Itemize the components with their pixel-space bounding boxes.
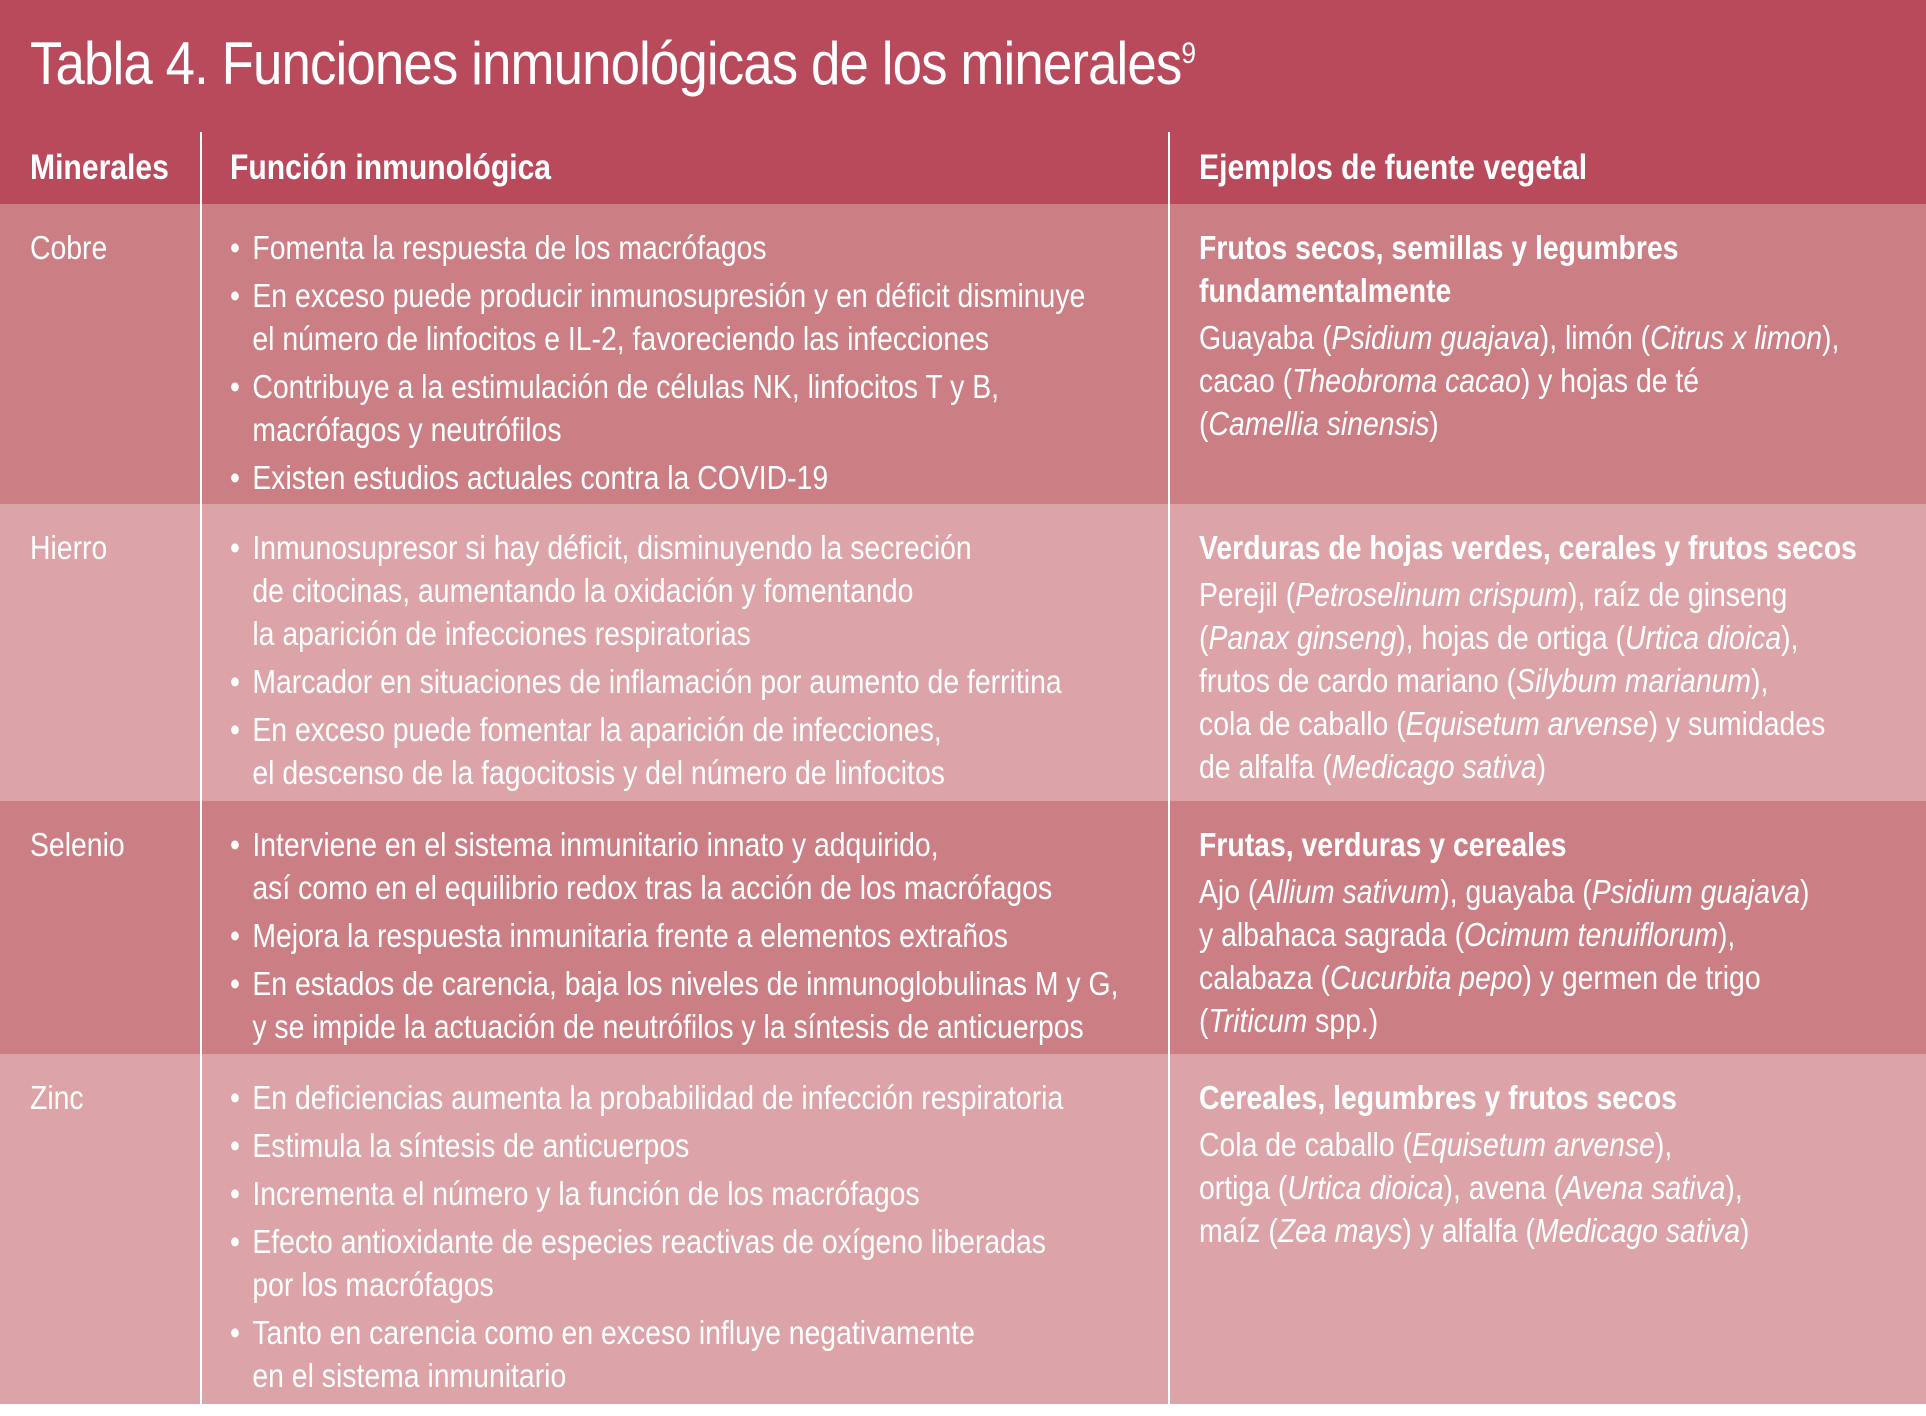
example-text: ), [1725, 1169, 1743, 1206]
example-text: ( [1199, 1002, 1209, 1039]
example-line [1199, 956, 1809, 999]
example-line [1199, 359, 1839, 402]
column-divider [200, 132, 202, 1404]
example-text: y albahaca sagrada ( [1199, 916, 1465, 953]
species-name: Urtica dioica [1624, 619, 1782, 656]
function-line: la aparición de infecciones respiratorias [252, 615, 751, 652]
function-item [230, 1172, 1063, 1215]
example-text: spp.) [1307, 1002, 1379, 1039]
example-line [1199, 402, 1839, 445]
function-list [230, 1076, 1063, 1402]
example-text: ), raíz de ginseng [1568, 576, 1788, 613]
title-reference: 9 [1181, 37, 1196, 70]
example-line [1199, 316, 1839, 359]
function-line: de citocinas, aumentando la oxidación y fomentando [252, 572, 914, 609]
source-category-line: Verduras de hojas verdes, cerales y frutos secos [1199, 529, 1857, 566]
source-category-line: Frutas, verduras y cereales [1199, 826, 1567, 863]
function-line: • Fomenta la respuesta de los macrófagos [252, 229, 767, 266]
function-item [230, 1220, 1063, 1306]
example-text: ) [1799, 873, 1810, 910]
example-text: ( [1199, 619, 1209, 656]
function-line: por los macrófagos [252, 1266, 494, 1303]
source-examples [1199, 573, 1857, 788]
table-title-text: Tabla 4. Funciones inmunológicas de los minerales [30, 30, 1182, 97]
mineral-name: Hierro [30, 529, 108, 566]
function-line: el descenso de la fagocitosis y del número de linfocitos [252, 754, 945, 791]
example-line [1199, 1166, 1749, 1209]
species-name: Camellia sinensis [1208, 405, 1430, 442]
example-text: ( [1199, 405, 1209, 442]
example-line [1199, 745, 1857, 788]
function-item [230, 708, 1062, 794]
example-line [1199, 999, 1809, 1042]
example-text: frutos de cardo mariano ( [1199, 662, 1517, 699]
table-row [0, 504, 1926, 801]
title-bar [0, 0, 1926, 132]
function-line: • Marcador en situaciones de inflamación por aumento de ferritina [252, 663, 1062, 700]
example-text: ), [1781, 619, 1799, 656]
example-sources [1199, 526, 1857, 788]
function-item [230, 823, 1118, 909]
example-text: ortiga ( [1199, 1169, 1288, 1206]
species-name: Medicago sativa [1534, 1212, 1740, 1249]
example-line [1199, 573, 1857, 616]
header-funcion: Función inmunológica [230, 148, 552, 187]
example-text: ) y hojas de té [1520, 362, 1700, 399]
function-item [230, 914, 1118, 957]
species-name: Psidium guajava [1591, 873, 1800, 910]
function-item [230, 365, 1085, 451]
source-category [1199, 1076, 1749, 1119]
example-text: ), [1717, 916, 1736, 953]
species-name: Theobroma cacao [1292, 362, 1521, 399]
source-category [1199, 823, 1809, 866]
example-text: ) [1429, 405, 1439, 442]
source-category [1199, 226, 1839, 312]
species-name: Silybum marianum [1516, 662, 1752, 699]
species-name: Panax ginseng [1208, 619, 1397, 656]
species-name: Avena sativa [1563, 1169, 1726, 1206]
mineral-name: Zinc [30, 1079, 84, 1116]
example-text: ) [1739, 1212, 1750, 1249]
function-item [230, 274, 1085, 360]
source-category [1199, 526, 1857, 569]
function-item [230, 1311, 1063, 1397]
function-item [230, 1076, 1063, 1119]
species-name: Citrus x limon [1650, 319, 1823, 356]
function-line: • Efecto antioxidante de especies reactivas de oxígeno liberadas [252, 1223, 1046, 1260]
function-line: macrófagos y neutrófilos [252, 411, 562, 448]
function-line: • Incrementa el número y la función de los macrófagos [252, 1175, 920, 1212]
species-name: Urtica dioica [1287, 1169, 1444, 1206]
example-text: de alfalfa ( [1199, 748, 1332, 785]
example-text: cola de caballo ( [1199, 705, 1406, 742]
example-line [1199, 1123, 1749, 1166]
species-name: Allium sativum [1257, 873, 1441, 910]
example-text: ), limón ( [1539, 319, 1651, 356]
example-text: ) [1536, 748, 1547, 785]
example-text: ) y germen de trigo [1522, 959, 1761, 996]
species-name: Triticum [1208, 1002, 1308, 1039]
function-line: • En exceso puede producir inmunosupresión y en déficit disminuye [252, 277, 1086, 314]
function-line: y se impide la actuación de neutrófilos y la síntesis de anticuerpos [252, 1008, 1084, 1045]
example-text: ), avena ( [1443, 1169, 1564, 1206]
function-item [230, 456, 1085, 499]
example-line [1199, 913, 1809, 956]
column-divider [1168, 132, 1170, 1404]
function-line: el número de linfocitos e IL-2, favoreciendo las infecciones [252, 320, 990, 357]
function-line: • Existen estudios actuales contra la COVID-19 [252, 459, 829, 496]
example-line [1199, 702, 1857, 745]
function-line: en el sistema inmunitario [252, 1357, 567, 1394]
source-category-line: fundamentalmente [1199, 272, 1452, 309]
function-line: • Mejora la respuesta inmunitaria frente a elementos extraños [252, 917, 1008, 954]
example-text: cacao ( [1199, 362, 1293, 399]
example-text: maíz ( [1199, 1212, 1278, 1249]
species-name: Equisetum arvense [1411, 1126, 1655, 1163]
mineral-name: Selenio [30, 826, 125, 863]
example-line [1199, 616, 1857, 659]
example-line [1199, 659, 1857, 702]
example-line [1199, 870, 1809, 913]
example-text: Ajo ( [1199, 873, 1258, 910]
function-list [230, 823, 1118, 1053]
function-line: así como en el equilibrio redox tras la acción de los macrófagos [252, 869, 1053, 906]
example-text: ), guayaba ( [1440, 873, 1592, 910]
table-row [0, 801, 1926, 1054]
example-text: Perejil ( [1199, 576, 1296, 613]
function-list [230, 226, 1085, 504]
example-sources [1199, 1076, 1749, 1252]
species-name: Ocimum tenuiflorum [1464, 916, 1718, 953]
function-item [230, 526, 1062, 655]
example-text: calabaza ( [1199, 959, 1330, 996]
header-minerales: Minerales [30, 148, 169, 187]
example-text: Guayaba ( [1199, 319, 1332, 356]
function-line: • Contribuye a la estimulación de células NK, linfocitos T y B, [252, 368, 1000, 405]
function-line: • En deficiencias aumenta la probabilidad de infección respiratoria [252, 1079, 1064, 1116]
species-name: Equisetum arvense [1405, 705, 1649, 742]
header-ejemplos: Ejemplos de fuente vegetal [1199, 148, 1588, 187]
function-item [230, 1124, 1063, 1167]
table-title [30, 26, 1195, 102]
table-row [0, 1054, 1926, 1404]
mineral-name: Cobre [30, 229, 108, 266]
source-examples [1199, 870, 1809, 1042]
function-line: • En exceso puede fomentar la aparición de infecciones, [252, 711, 942, 748]
species-name: Cucurbita pepo [1329, 959, 1523, 996]
species-name: Zea mays [1277, 1212, 1403, 1249]
function-line: • Inmunosupresor si hay déficit, disminuyendo la secreción [252, 529, 972, 566]
function-line: • Estimula la síntesis de anticuerpos [252, 1127, 690, 1164]
source-examples [1199, 316, 1839, 445]
example-text: ), hojas de ortiga ( [1396, 619, 1625, 656]
species-name: Psidium guajava [1331, 319, 1540, 356]
example-sources [1199, 823, 1809, 1042]
source-examples [1199, 1123, 1749, 1252]
function-item [230, 226, 1085, 269]
function-line: • Tanto en carencia como en exceso influye negativamente [252, 1314, 975, 1351]
species-name: Petroselinum crispum [1295, 576, 1569, 613]
function-line: • Interviene en el sistema inmunitario innato y adquirido, [252, 826, 939, 863]
example-sources [1199, 226, 1839, 445]
example-text: ) y sumidades [1648, 705, 1826, 742]
example-text: ), [1654, 1126, 1673, 1163]
table-row [0, 204, 1926, 504]
function-line: • En estados de carencia, baja los niveles de inmunoglobulinas M y G, [252, 965, 1119, 1002]
example-text: Cola de caballo ( [1199, 1126, 1412, 1163]
source-category-line: Cereales, legumbres y frutos secos [1199, 1079, 1677, 1116]
example-text: ), [1751, 662, 1769, 699]
function-item [230, 660, 1062, 703]
function-list [230, 526, 1062, 799]
example-text: ) y alfalfa ( [1402, 1212, 1535, 1249]
example-text: ), [1822, 319, 1840, 356]
header-row [0, 132, 1926, 204]
function-item [230, 962, 1118, 1048]
source-category-line: Frutos secos, semillas y legumbres [1199, 229, 1679, 266]
species-name: Medicago sativa [1331, 748, 1537, 785]
example-line [1199, 1209, 1749, 1252]
